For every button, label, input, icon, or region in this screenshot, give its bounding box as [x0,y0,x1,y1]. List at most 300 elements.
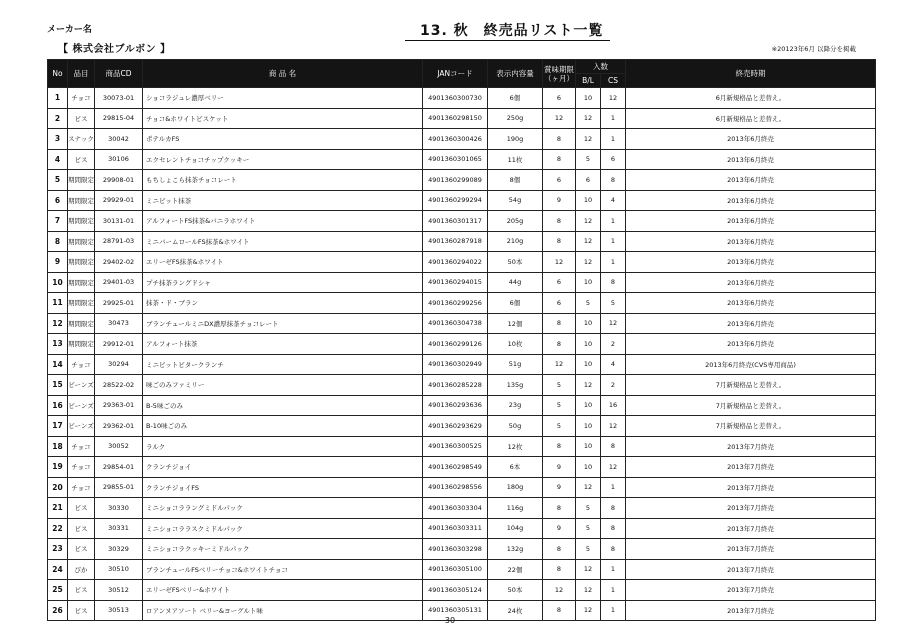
cell-end-period: 6月新規格品と差替え。 [626,88,876,109]
cell-bl: 6 [576,170,601,191]
cell-code: 29402-02 [95,252,143,273]
col-code: 商品CD [95,60,143,88]
cell-contents: 23g [488,395,543,416]
cell-product-name: エクセレントチョコチップクッキー [143,149,423,170]
table-row [48,190,876,211]
cell-cs: 1 [601,580,626,601]
cell-cs: 2 [601,375,626,396]
cell-product-name: ブランチュールFSベリーチョコ&ホワイトチョコ [143,559,423,580]
cell-code: 29363-01 [95,395,143,416]
cell-category: 期間限定 [68,170,95,191]
cell-no: 12 [48,313,68,334]
cell-shelf-life: 6 [543,272,576,293]
cell-product-name: チョコ&ホワイトビスケット [143,108,423,129]
cell-code: 29925-01 [95,293,143,314]
cell-jan-code: 4901360298549 [423,457,488,478]
cell-cs: 8 [601,436,626,457]
cell-shelf-life: 8 [543,334,576,355]
cell-no: 6 [48,190,68,211]
col-jan-code: JANコード [423,60,488,88]
col-shelf-life: 賞味期限（ヶ月） [543,60,576,88]
cell-cs: 1 [601,600,626,621]
cell-category: ビス [68,518,95,539]
cell-code: 30073-01 [95,88,143,109]
cell-cs: 1 [601,129,626,150]
cell-cs: 8 [601,539,626,560]
cell-contents: 12枚 [488,436,543,457]
cell-product-name: ロアンヌアソート ベリー&ヨーグルト味 [143,600,423,621]
cell-contents: 50g [488,416,543,437]
cell-product-name: ポテルカFS [143,129,423,150]
cell-bl: 5 [576,518,601,539]
cell-shelf-life: 8 [543,600,576,621]
cell-jan-code: 4901360294022 [423,252,488,273]
cell-no: 20 [48,477,68,498]
cell-end-period: 2013年6月終売 [626,313,876,334]
cell-category: ビス [68,539,95,560]
cell-end-period: 2013年7月終売 [626,518,876,539]
cell-no: 5 [48,170,68,191]
cell-jan-code: 4901360305100 [423,559,488,580]
cell-no: 18 [48,436,68,457]
cell-no: 7 [48,211,68,232]
cell-cs: 4 [601,354,626,375]
cell-category: ビス [68,498,95,519]
cell-contents: 12個 [488,313,543,334]
cell-product-name: 抹茶・ド・ブラン [143,293,423,314]
cell-product-name: アルフォート抹茶 [143,334,423,355]
cell-bl: 10 [576,313,601,334]
cell-end-period: 2013年6月終売 [626,149,876,170]
cell-code: 29854-01 [95,457,143,478]
cell-code: 30131-01 [95,211,143,232]
col-cs: CS [601,74,626,88]
cell-cs: 12 [601,457,626,478]
table-row [48,334,876,355]
cell-bl: 10 [576,395,601,416]
cell-no: 14 [48,354,68,375]
cell-category: ビス [68,108,95,129]
maker-label: メーカー名 [47,25,92,35]
cell-product-name: ミニショコララスクミドルパック [143,518,423,539]
table-row [48,354,876,375]
cell-jan-code: 4901360299256 [423,293,488,314]
cell-end-period: 2013年7月終売 [626,580,876,601]
cell-product-name: もちしょこら抹茶チョコレート [143,170,423,191]
cell-code: 30330 [95,498,143,519]
title-underline [405,40,610,41]
cell-contents: 44g [488,272,543,293]
cell-bl: 10 [576,334,601,355]
cell-category: チョコ [68,457,95,478]
cell-bl: 10 [576,88,601,109]
cell-end-period: 2013年6月終売 [626,293,876,314]
col-bl: B/L [576,74,601,88]
cell-category: ビーンズ [68,395,95,416]
cell-contents: 54g [488,190,543,211]
cell-no: 10 [48,272,68,293]
cell-bl: 10 [576,436,601,457]
cell-code: 30329 [95,539,143,560]
table-row [48,231,876,252]
table-row [48,149,876,170]
cell-category: ビーンズ [68,416,95,437]
cell-contents: 205g [488,211,543,232]
cell-jan-code: 4901360287918 [423,231,488,252]
cell-bl: 10 [576,457,601,478]
cell-end-period: 2013年6月終売 [626,252,876,273]
cell-bl: 12 [576,600,601,621]
cell-product-name: エリーゼFS抹茶&ホワイト [143,252,423,273]
cell-shelf-life: 6 [543,170,576,191]
cell-jan-code: 4901360300426 [423,129,488,150]
cell-shelf-life: 8 [543,211,576,232]
cell-jan-code: 4901360303311 [423,518,488,539]
cell-category: ビス [68,149,95,170]
cell-category: 期間限定 [68,252,95,273]
cell-cs: 1 [601,231,626,252]
cell-shelf-life: 8 [543,559,576,580]
cell-contents: 11枚 [488,149,543,170]
cell-shelf-life: 6 [543,88,576,109]
cell-category: チョコ [68,477,95,498]
cell-jan-code: 4901360301065 [423,149,488,170]
cell-code: 29815-04 [95,108,143,129]
cell-jan-code: 4901360293636 [423,395,488,416]
cell-jan-code: 4901360302949 [423,354,488,375]
table-row [48,477,876,498]
cell-category: ビス [68,580,95,601]
cell-shelf-life: 12 [543,354,576,375]
cell-no: 3 [48,129,68,150]
cell-code: 30052 [95,436,143,457]
cell-no: 17 [48,416,68,437]
cell-contents: 180g [488,477,543,498]
cell-jan-code: 4901360305131 [423,600,488,621]
cell-category: 期間限定 [68,211,95,232]
cell-product-name: アルフォートFS抹茶&バニラホワイト [143,211,423,232]
cell-bl: 12 [576,231,601,252]
cell-bl: 12 [576,477,601,498]
discontinued-products-table [47,59,876,621]
cell-bl: 12 [576,211,601,232]
cell-code: 29908-01 [95,170,143,191]
cell-category: チョコ [68,436,95,457]
listing-note: ※20123年6月 以降分を掲載 [771,45,856,53]
cell-no: 13 [48,334,68,355]
table-header-row [48,60,876,74]
cell-shelf-life: 5 [543,375,576,396]
cell-jan-code: 4901360299126 [423,334,488,355]
cell-bl: 10 [576,416,601,437]
cell-product-name: ミニビット抹茶 [143,190,423,211]
cell-no: 8 [48,231,68,252]
cell-end-period: 2013年6月終売 [626,272,876,293]
cell-category: 期間限定 [68,190,95,211]
cell-end-period: 2013年7月終売 [626,559,876,580]
cell-product-name: ミニショコラクッキーミドルパック [143,539,423,560]
cell-end-period: 2013年6月終売 [626,170,876,191]
cell-shelf-life: 12 [543,108,576,129]
cell-no: 24 [48,559,68,580]
cell-shelf-life: 12 [543,580,576,601]
cell-shelf-life: 5 [543,416,576,437]
cell-contents: 6個 [488,88,543,109]
cell-category: 期間限定 [68,313,95,334]
cell-cs: 1 [601,108,626,129]
page-number: － 30 － [434,616,466,625]
cell-contents: 104g [488,518,543,539]
cell-jan-code: 4901360300525 [423,436,488,457]
cell-no: 4 [48,149,68,170]
cell-shelf-life: 8 [543,129,576,150]
table-row [48,252,876,273]
cell-end-period: 2013年6月終売 [626,129,876,150]
page-title: 13. 秋 終売品リスト一覧 [420,23,604,39]
cell-jan-code: 4901360303304 [423,498,488,519]
col-contents: 表示内容量 [488,60,543,88]
company-name: 【 株式会社ブルボン 】 [58,44,171,55]
table-row [48,88,876,109]
cell-shelf-life: 8 [543,313,576,334]
cell-no: 23 [48,539,68,560]
cell-category: ビス [68,600,95,621]
cell-bl: 12 [576,252,601,273]
table-row [48,539,876,560]
cell-no: 16 [48,395,68,416]
cell-contents: 10枚 [488,334,543,355]
cell-cs: 8 [601,272,626,293]
cell-bl: 10 [576,190,601,211]
cell-no: 21 [48,498,68,519]
cell-product-name: ミニビットビタークランチ [143,354,423,375]
cell-cs: 1 [601,559,626,580]
cell-contents: 6本 [488,457,543,478]
cell-product-name: B-5味ごのみ [143,395,423,416]
cell-bl: 5 [576,498,601,519]
cell-contents: 24枚 [488,600,543,621]
cell-no: 26 [48,600,68,621]
cell-product-name: ミニバームロールFS抹茶&ホワイト [143,231,423,252]
table-row [48,375,876,396]
cell-code: 30294 [95,354,143,375]
cell-jan-code: 4901360303298 [423,539,488,560]
cell-product-name: ミニショコララングミドルパック [143,498,423,519]
cell-cs: 4 [601,190,626,211]
cell-category: 期間限定 [68,272,95,293]
cell-contents: 250g [488,108,543,129]
cell-no: 25 [48,580,68,601]
cell-contents: 116g [488,498,543,519]
cell-bl: 12 [576,375,601,396]
cell-code: 30512 [95,580,143,601]
cell-jan-code: 4901360298556 [423,477,488,498]
cell-cs: 12 [601,416,626,437]
cell-bl: 12 [576,108,601,129]
cell-code: 30106 [95,149,143,170]
cell-shelf-life: 8 [543,436,576,457]
table-row [48,170,876,191]
cell-product-name: ブランチュールミニDX濃厚抹茶チョコレート [143,313,423,334]
cell-bl: 5 [576,149,601,170]
cell-cs: 6 [601,149,626,170]
cell-contents: 50本 [488,252,543,273]
cell-no: 1 [48,88,68,109]
cell-jan-code: 4901360294015 [423,272,488,293]
cell-category: チョコ [68,354,95,375]
cell-cs: 1 [601,252,626,273]
cell-cs: 1 [601,477,626,498]
cell-code: 30042 [95,129,143,150]
cell-contents: 190g [488,129,543,150]
cell-code: 30473 [95,313,143,334]
cell-category: スナック [68,129,95,150]
cell-product-name: 味ごのみファミリー [143,375,423,396]
cell-end-period: 2013年6月終売 [626,334,876,355]
cell-bl: 12 [576,580,601,601]
table-row [48,108,876,129]
cell-end-period: 2013年7月終売 [626,457,876,478]
cell-end-period: 2013年7月終売 [626,498,876,519]
table-row [48,518,876,539]
table-row [48,313,876,334]
cell-end-period: 2013年7月終売 [626,477,876,498]
cell-bl: 10 [576,354,601,375]
cell-category: びか [68,559,95,580]
cell-contents: 50本 [488,580,543,601]
cell-shelf-life: 8 [543,498,576,519]
cell-bl: 5 [576,293,601,314]
cell-end-period: 7月新規格品と差替え。 [626,375,876,396]
cell-category: チョコ [68,88,95,109]
cell-code: 29855-01 [95,477,143,498]
cell-bl: 5 [576,539,601,560]
col-product-name: 商 品 名 [143,60,423,88]
cell-contents: 22個 [488,559,543,580]
cell-end-period: 2013年6月終売(CVS専用商品) [626,354,876,375]
cell-product-name: クランチジョイFS [143,477,423,498]
cell-category: 期間限定 [68,231,95,252]
cell-code: 29929-01 [95,190,143,211]
cell-category: 期間限定 [68,293,95,314]
cell-end-period: 2013年6月終売 [626,190,876,211]
cell-bl: 12 [576,559,601,580]
cell-contents: 132g [488,539,543,560]
cell-shelf-life: 9 [543,190,576,211]
cell-jan-code: 4901360293629 [423,416,488,437]
table-row [48,272,876,293]
cell-code: 29912-01 [95,334,143,355]
col-category: 品目 [68,60,95,88]
cell-cs: 8 [601,170,626,191]
cell-contents: 210g [488,231,543,252]
cell-bl: 12 [576,129,601,150]
cell-end-period: 6月新規格品と差替え。 [626,108,876,129]
cell-contents: 8個 [488,170,543,191]
cell-contents: 135g [488,375,543,396]
cell-code: 30513 [95,600,143,621]
cell-no: 15 [48,375,68,396]
cell-shelf-life: 8 [543,231,576,252]
cell-shelf-life: 12 [543,252,576,273]
cell-shelf-life: 9 [543,457,576,478]
cell-cs: 12 [601,313,626,334]
cell-code: 28522-02 [95,375,143,396]
cell-product-name: ラルク [143,436,423,457]
cell-shelf-life: 8 [543,539,576,560]
cell-cs: 12 [601,88,626,109]
table-row [48,498,876,519]
cell-code: 29401-03 [95,272,143,293]
cell-contents: 51g [488,354,543,375]
cell-jan-code: 4901360304738 [423,313,488,334]
cell-shelf-life: 6 [543,293,576,314]
table-row [48,580,876,601]
cell-jan-code: 4901360299089 [423,170,488,191]
cell-no: 19 [48,457,68,478]
cell-jan-code: 4901360299294 [423,190,488,211]
table-row [48,395,876,416]
cell-product-name: クランチジョイ [143,457,423,478]
cell-code: 28791-03 [95,231,143,252]
cell-jan-code: 4901360300730 [423,88,488,109]
cell-cs: 16 [601,395,626,416]
cell-cs: 8 [601,518,626,539]
cell-end-period: 2013年7月終売 [626,436,876,457]
cell-cs: 1 [601,211,626,232]
cell-shelf-life: 8 [543,149,576,170]
table-row [48,559,876,580]
cell-jan-code: 4901360305124 [423,580,488,601]
cell-product-name: ショコラジュレ濃厚ベリー [143,88,423,109]
cell-product-name: B-10味ごのみ [143,416,423,437]
cell-product-name: エリーゼFSベリー&ホワイト [143,580,423,601]
col-end-period: 終売時期 [626,60,876,88]
cell-cs: 8 [601,498,626,519]
cell-end-period: 2013年6月終売 [626,231,876,252]
cell-shelf-life: 5 [543,395,576,416]
cell-code: 29362-01 [95,416,143,437]
table-row [48,293,876,314]
table-row [48,416,876,437]
table-row [48,457,876,478]
cell-cs: 5 [601,293,626,314]
cell-no: 22 [48,518,68,539]
cell-contents: 6個 [488,293,543,314]
cell-end-period: 2013年6月終売 [626,211,876,232]
cell-no: 11 [48,293,68,314]
cell-shelf-life: 9 [543,477,576,498]
cell-cs: 2 [601,334,626,355]
cell-no: 9 [48,252,68,273]
cell-end-period: 2013年7月終売 [626,539,876,560]
cell-shelf-life: 9 [543,518,576,539]
cell-jan-code: 4901360301317 [423,211,488,232]
cell-code: 30331 [95,518,143,539]
cell-jan-code: 4901360298150 [423,108,488,129]
cell-end-period: 2013年7月終売 [626,600,876,621]
table-row [48,436,876,457]
cell-code: 30510 [95,559,143,580]
cell-end-period: 7月新規格品と差替え。 [626,395,876,416]
cell-product-name: プチ抹茶ラングドシャ [143,272,423,293]
table-row [48,211,876,232]
cell-category: ビーンズ [68,375,95,396]
cell-no: 2 [48,108,68,129]
col-no: No [48,60,68,88]
table-row [48,129,876,150]
cell-end-period: 7月新規格品と差替え。 [626,416,876,437]
